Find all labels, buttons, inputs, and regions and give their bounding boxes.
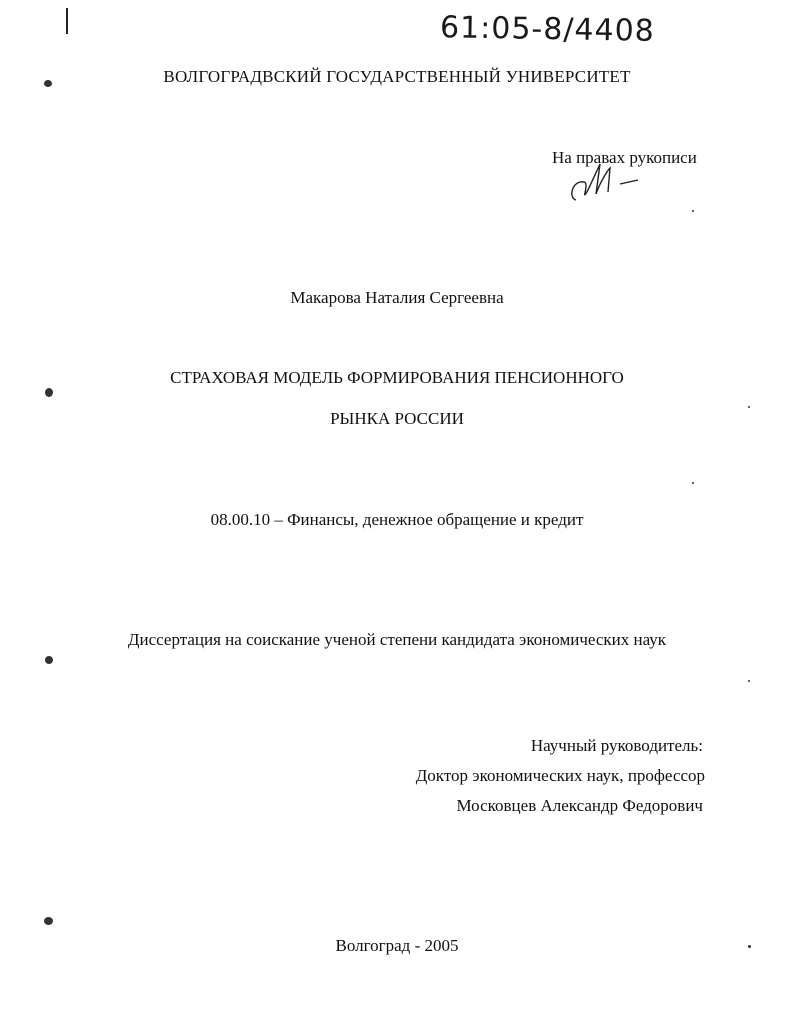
supervisor-label: Научный руководитель: [530, 736, 703, 755]
scan-mark [45, 388, 53, 397]
scan-mark [748, 406, 750, 408]
university-name: ВОЛГОГРАДВСКИЙ ГОСУДАРСТВЕННЫЙ УНИВЕРСИТЕТ [163, 67, 631, 86]
scan-mark [44, 917, 53, 925]
scan-mark [692, 210, 694, 212]
scan-mark [748, 680, 750, 682]
place-year: Волгоград - 2005 [335, 936, 459, 955]
degree-statement: Диссертация на соискание ученой степени кандидата экономических наук [127, 630, 667, 649]
scan-mark [45, 656, 53, 664]
dissertation-title-line1: СТРАХОВАЯ МОДЕЛЬ ФОРМИРОВАНИЯ ПЕНСИОННОГО [170, 368, 624, 387]
supervisor-rank: Доктор экономических наук, профессор [415, 766, 705, 785]
author-name: Макарова Наталия Сергеевна [290, 288, 504, 307]
scan-mark [66, 8, 68, 34]
supervisor-name: Московцев Александр Федорович [456, 796, 703, 815]
signature [566, 160, 646, 210]
dissertation-title-line2: РЫНКА РОССИИ [330, 409, 464, 428]
archive-code: 61:05-8/4408 [439, 10, 656, 49]
specialty: 08.00.10 – Финансы, денежное обращение и кредит [210, 510, 584, 529]
rights-note: На правах рукописи [552, 148, 697, 167]
scan-mark [692, 482, 694, 484]
